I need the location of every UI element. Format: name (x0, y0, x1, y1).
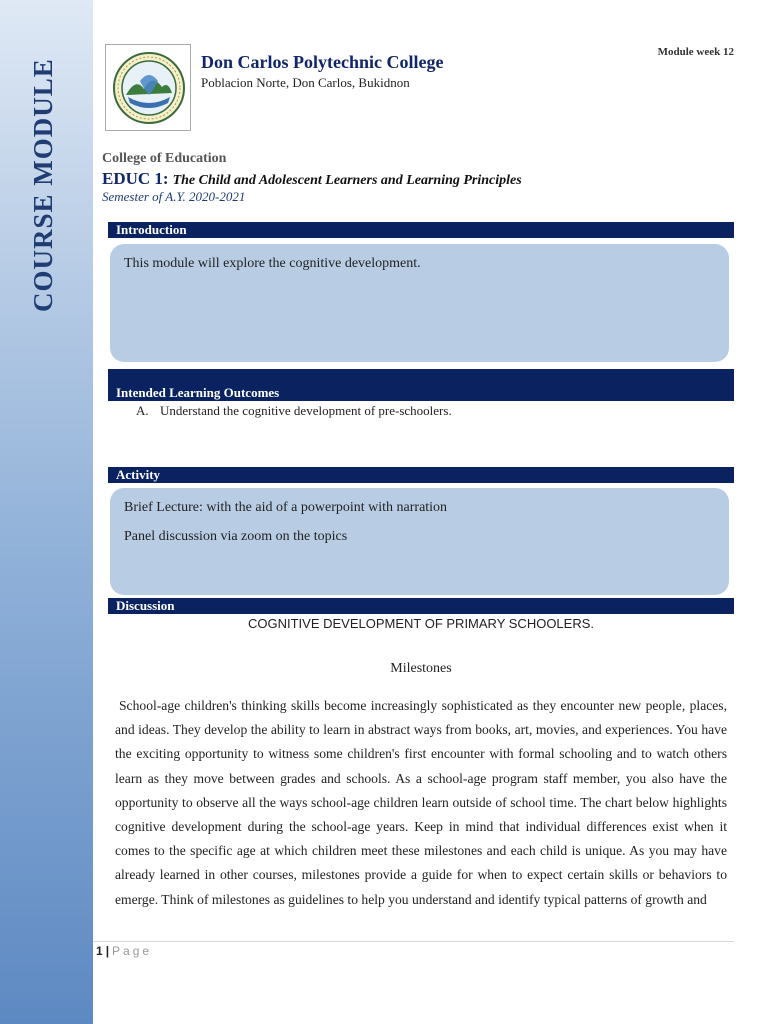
page-word: Page (112, 944, 153, 958)
outcome-item (136, 403, 452, 419)
activity-heading: Activity (108, 467, 734, 483)
footer-divider (93, 941, 734, 942)
college-address: Poblacion Norte, Don Carlos, Bukidnon (201, 75, 410, 90)
discussion-paragraph: School-age children's thinking skills become increasingly sophisticated as they encounter new people, places, and ideas. They develop the ability to learn in abstract ways from books, art, movies, and experiences. You have the exciting opportunity to witness some children's first encounter with formal schooling and to watch others learn as they move between grades and schools. As a school-age program staff member, you also have the opportunity to observe all the ways school-age children learn outside of school time. The chart below highlights cognitive development during the school-age years. Keep in mind that individual differences exist when it comes to the specific age at which children meet these milestones and each child is unique. As you may have already learned in other courses, milestones provide a guide for when to expect certain skills or behaviors to emerge. Think of milestones as guidelines to help you understand and identify typical patterns of growth and (115, 698, 727, 907)
activity-line: Brief Lecture: with the aid of a powerpoint with narration (124, 500, 448, 515)
discussion-title: COGNITIVE DEVELOPMENT OF PRIMARY SCHOOLERS. (247, 616, 595, 631)
activity-line: Panel discussion via zoom on the topics (124, 529, 348, 544)
footer-separator: | (105, 944, 110, 958)
outcome-text: Understand the cognitive development of pre-schoolers. (160, 403, 452, 418)
course-line (102, 169, 522, 189)
page-footer (96, 944, 152, 958)
course-code: EDUC 1: (102, 169, 169, 188)
introduction-box (110, 244, 729, 362)
college-name: Don Carlos Polytechnic College (201, 52, 444, 72)
introduction-text: This module will explore the cognitive development. (124, 256, 421, 271)
discussion-subtitle: Milestones (390, 661, 452, 676)
semester: Semester of A.Y. 2020-2021 (102, 189, 246, 204)
department: College of Education (102, 151, 227, 166)
page-number: 1 (96, 944, 103, 958)
side-bar (0, 0, 93, 1024)
introduction-heading: Introduction (108, 222, 734, 238)
discussion-heading: Discussion (108, 598, 734, 614)
side-title: COURSE MODULE (28, 58, 58, 312)
school-seal-icon (112, 51, 186, 125)
module-week: Module week 12 (657, 46, 734, 58)
course-title: The Child and Adolescent Learners and Learning Principles (172, 173, 522, 188)
outcome-letter: A. (136, 403, 149, 418)
activity-box (110, 488, 729, 595)
college-logo (105, 44, 191, 131)
outcomes-heading: Intended Learning Outcomes (108, 369, 734, 401)
